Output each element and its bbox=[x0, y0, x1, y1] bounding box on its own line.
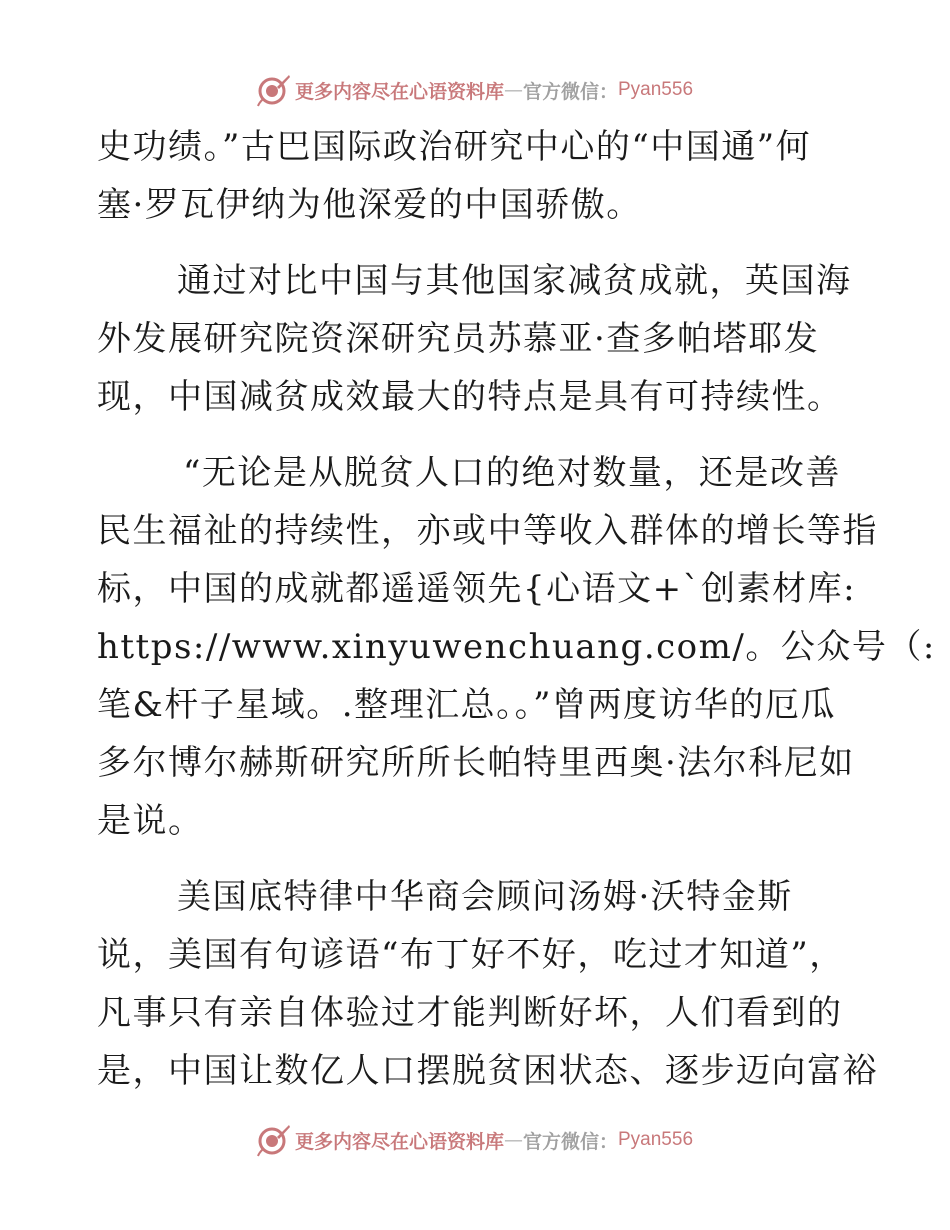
pen-logo-icon bbox=[257, 1123, 291, 1157]
text-line: 凡事只有亲自体验过才能判断好坏，人们看到的 bbox=[97, 993, 843, 1033]
paragraph bbox=[97, 118, 857, 234]
text-line: 现，中国减贫成效最大的特点是具有可持续性。 bbox=[97, 377, 843, 417]
header-separator: — bbox=[503, 79, 523, 101]
text-line: 外发展研究院资深研究员苏慕亚·查多帕塔耶发 bbox=[97, 319, 820, 359]
header-wechat-id: Pyan556 bbox=[618, 79, 694, 100]
text-line: 美国底特律中华商会顾问汤姆·沃特金斯 bbox=[177, 877, 793, 917]
footer-separator: — bbox=[503, 1129, 523, 1151]
header-banner bbox=[0, 70, 950, 110]
text-line: 多尔博尔赫斯研究所所长帕特里西奥·法尔科尼如 bbox=[97, 743, 855, 783]
paragraph bbox=[97, 444, 936, 850]
text-line: 民生福祉的持续性，亦或中等收入群体的增长等指 bbox=[97, 511, 878, 551]
header-official-text: 官方微信： bbox=[522, 80, 618, 103]
footer-site-text: 更多内容尽在心语资料库 bbox=[294, 1130, 504, 1153]
text-line: 史功绩。”古巴国际政治研究中心的“中国通”何 bbox=[97, 127, 812, 167]
text-line: 标，中国的成就都遥遥领先{心语文+`创素材库: bbox=[97, 569, 857, 609]
header-site-text: 更多内容尽在心语资料库 bbox=[294, 80, 504, 103]
document-body bbox=[97, 118, 936, 1100]
footer-banner bbox=[0, 1120, 950, 1160]
footer-official-text: 官方微信： bbox=[522, 1130, 618, 1153]
text-line: 说，美国有句谚语“布丁好不好，吃过才知道”， bbox=[97, 935, 845, 975]
paragraph bbox=[97, 868, 878, 1100]
text-line: https://www.xinyuwenchuang.com/。公众号（: bbox=[97, 627, 936, 667]
text-line: 塞·罗瓦伊纳为他深爱的中国骄傲。 bbox=[97, 185, 642, 225]
text-line: 通过对比中国与其他国家减贫成就，英国海 bbox=[177, 261, 852, 301]
text-line: 笔&杆子星域。.整理汇总。。”曾两度访华的厄瓜 bbox=[97, 685, 836, 725]
paragraph bbox=[97, 252, 857, 426]
footer-wechat-id: Pyan556 bbox=[618, 1129, 694, 1150]
pen-logo-icon bbox=[257, 73, 291, 107]
text-line: “无论是从脱贫人口的绝对数量，还是改善 bbox=[183, 453, 841, 493]
text-line: 是说。 bbox=[97, 801, 204, 841]
text-line: 是，中国让数亿人口摆脱贫困状态、逐步迈向富裕 bbox=[97, 1051, 878, 1091]
